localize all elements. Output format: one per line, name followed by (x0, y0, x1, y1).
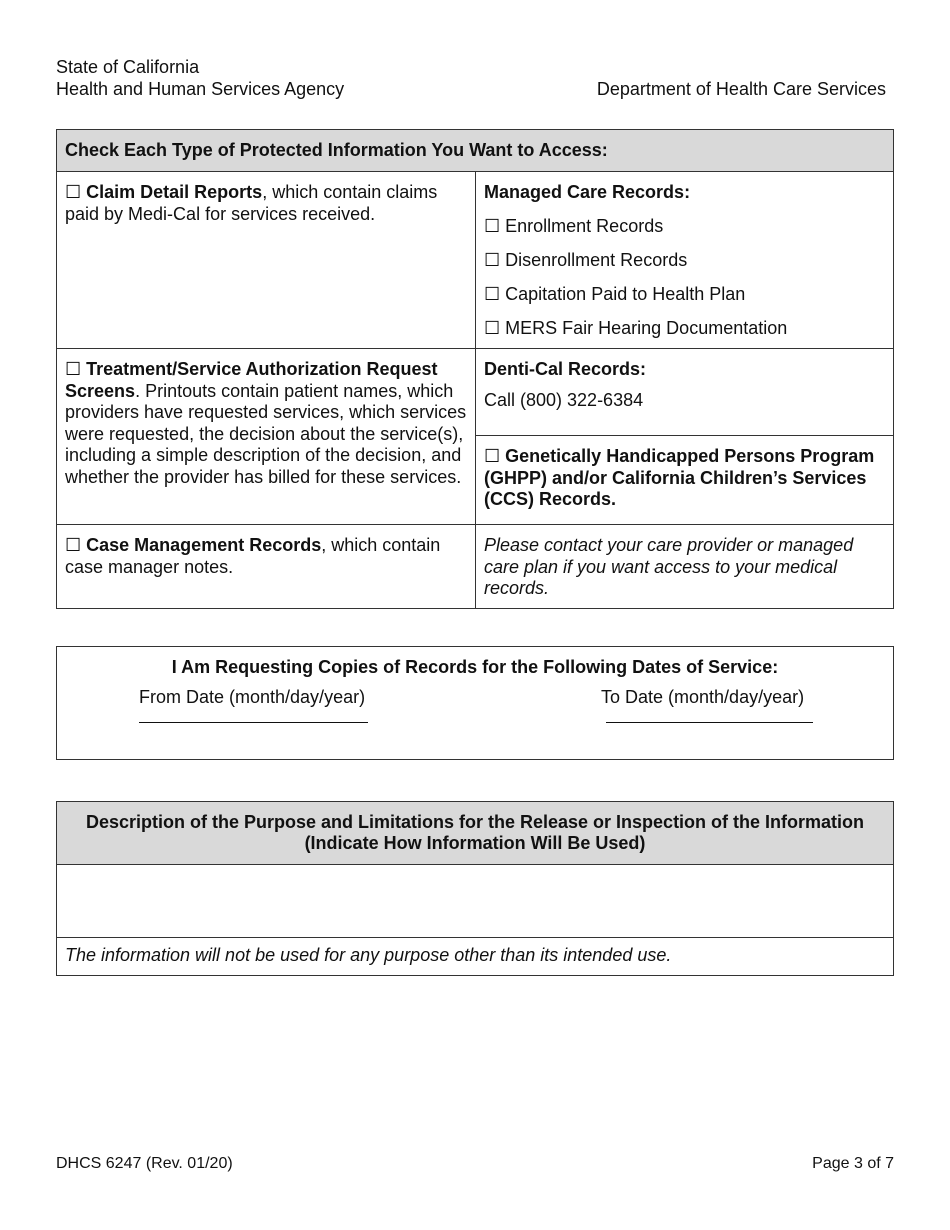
contact-note: Please contact your care provider or managed care plan if you want access to your medical records. (476, 525, 894, 609)
enrollment-checkbox[interactable]: ☐ (484, 216, 501, 236)
agency-name: Health and Human Services Agency (56, 79, 345, 99)
protected-info-table (56, 129, 894, 609)
denti-cal-heading: Denti-Cal Records: (484, 359, 647, 379)
enrollment-label: Enrollment Records (505, 216, 664, 236)
tar-cell (57, 349, 476, 525)
capitation-option[interactable] (484, 284, 885, 305)
tar-desc: . Printouts contain patient names, which providers have requested services, which services were requested, the decision about the service(s), including a simple description of the decision, and whether the provider has billed for these services. (65, 380, 467, 487)
from-date-label: From Date (month/day/year) (139, 687, 366, 707)
purpose-title-line2: (Indicate How Information Will Be Used) (304, 833, 646, 853)
to-date-label: To Date (month/day/year) (601, 687, 805, 707)
tar-label: Treatment/Service Authorization Request Screens (65, 359, 438, 401)
claim-detail-desc: , which contain claims paid by Medi-Cal for services received. (65, 182, 438, 224)
state-name: State of California (56, 57, 200, 77)
purpose-table (56, 801, 894, 976)
claim-detail-label: Claim Detail Reports (86, 182, 263, 202)
ghpp-cell (476, 436, 894, 525)
purpose-title-line1: Description of the Purpose and Limitations for the Release or Inspection of the Information (85, 812, 865, 832)
case-mgmt-checkbox[interactable]: ☐ (65, 535, 82, 555)
disenrollment-records-option[interactable] (484, 250, 885, 271)
dates-of-service-box (56, 646, 894, 760)
denti-cal-phone: Call (800) 322-6384 (484, 389, 644, 410)
access-table-title: Check Each Type of Protected Information You Want to Access: (57, 130, 894, 172)
mers-option[interactable] (484, 318, 885, 339)
page-header-left (56, 56, 344, 100)
mers-checkbox[interactable]: ☐ (484, 318, 501, 338)
capitation-label: Capitation Paid to Health Plan (505, 284, 746, 304)
to-date-field[interactable] (606, 721, 813, 723)
enrollment-records-option[interactable] (484, 216, 885, 237)
dates-title: I Am Requesting Copies of Records for the Following Dates of Service: (171, 657, 779, 677)
ghpp-checkbox[interactable]: ☐ (484, 446, 501, 466)
ghpp-label: Genetically Handicapped Persons Program (GHPP) and/or California Children’s Services (CCS) Records. (484, 446, 875, 509)
purpose-note: The information will not be used for any purpose other than its intended use. (57, 938, 894, 976)
purpose-title (57, 802, 894, 865)
case-mgmt-desc: , which contain case manager notes. (65, 535, 441, 577)
disenrollment-label: Disenrollment Records (505, 250, 688, 270)
capitation-checkbox[interactable]: ☐ (484, 284, 501, 304)
managed-care-cell (476, 172, 894, 349)
case-mgmt-label: Case Management Records (86, 535, 322, 555)
form-id: DHCS 6247 (Rev. 01/20) (56, 1155, 233, 1172)
department-name: Department of Health Care Services (596, 79, 886, 99)
mers-label: MERS Fair Hearing Documentation (505, 318, 788, 338)
managed-care-heading: Managed Care Records: (484, 182, 691, 202)
from-date-field[interactable] (139, 721, 368, 723)
purpose-input-area[interactable] (57, 865, 894, 938)
tar-checkbox[interactable]: ☐ (65, 359, 82, 379)
denti-cal-cell (476, 349, 894, 436)
claim-detail-checkbox[interactable]: ☐ (65, 182, 82, 202)
page-number: Page 3 of 7 (812, 1155, 894, 1172)
disenrollment-checkbox[interactable]: ☐ (484, 250, 501, 270)
case-mgmt-cell (57, 525, 476, 609)
claim-detail-cell (57, 172, 476, 349)
